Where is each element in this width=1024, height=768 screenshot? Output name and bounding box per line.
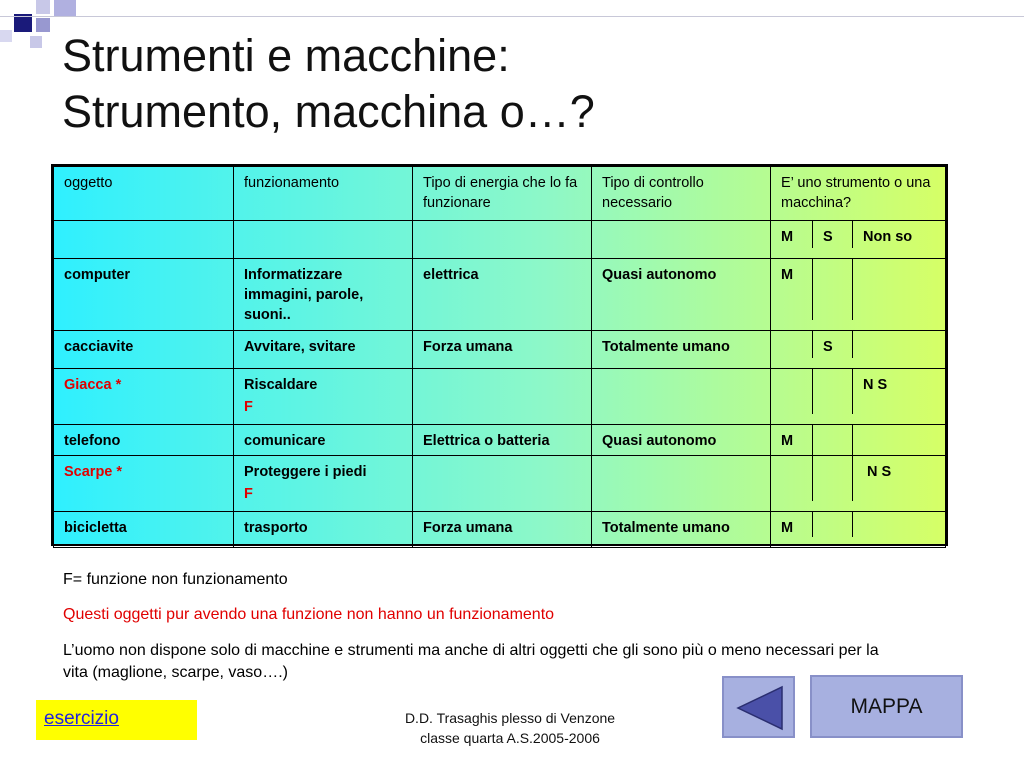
subheader-non-so: Non so [852,221,945,248]
cell-oggetto: telefono [54,425,234,456]
cell-controllo: Totalmente umano [592,512,771,548]
cell-funzionamento: Informatizzare immagini, parole, suoni.. [234,259,413,331]
title-line-2: Strumento, macchina o…? [62,86,595,137]
credit-line-1: D.D. Trasaghis plesso di Venzone [404,710,616,726]
cell-mark-f: F [244,486,253,502]
cell-s [812,456,852,501]
table-row [54,512,946,548]
cell-s: S [812,331,852,358]
subheader-m: M [781,229,794,245]
cell-funzionamento: trasporto [234,512,413,548]
cell-funzionamento: Riscaldare [244,377,318,393]
cell-mark-f: F [244,399,253,415]
back-arrow-icon [734,685,784,731]
header-tipo: E’ uno strumento o una macchina? [771,167,946,221]
header-energia: Tipo di energia che lo fa funzionare [413,167,592,221]
cell-oggetto: cacciavite [54,331,234,369]
header-oggetto: oggetto [54,167,234,221]
cell-s [812,512,852,537]
cell-oggetto: Scarpe * [54,456,234,512]
cell-m [771,369,812,414]
cell-s [812,259,852,320]
cell-controllo [592,369,771,425]
cell-ns [852,259,945,320]
table-subheader-row [54,221,946,259]
cell-energia: Elettrica o batteria [413,425,592,456]
header-controllo: Tipo di controllo necessario [592,167,771,221]
cell-controllo: Quasi autonomo [592,259,771,331]
credit-line-2: classe quarta A.S.2005-2006 [420,730,600,746]
cell-m: M [781,433,794,449]
title-line-1: Strumenti e macchine: [62,30,510,81]
cell-controllo: Quasi autonomo [592,425,771,456]
mappa-button[interactable]: MAPPA [810,675,963,738]
cell-funzionamento: Avvitare, svitare [234,331,413,369]
table-row [54,425,946,456]
table-row [54,259,946,331]
cell-ns: N S [852,369,945,414]
red-note: Questi oggetti pur avendo una funzione non hanno un funzionamento [63,606,555,623]
title-rule [0,16,1024,17]
cell-energia: elettrica [413,259,592,331]
cell-ns [852,512,945,537]
cell-oggetto: computer [54,259,234,331]
table-row [54,331,946,369]
cell-energia: Forza umana [413,512,592,548]
footer-credit [350,708,670,748]
cell-oggetto: Giacca * [54,369,234,425]
table-row [54,456,946,512]
cell-s [812,425,852,455]
cell-s [812,369,852,414]
objects-table [51,164,948,546]
cell-m: M [781,520,794,536]
cell-ns: N S [852,456,945,501]
subheader-s: S [812,221,852,248]
cell-ns [852,331,945,358]
cell-energia [413,456,592,512]
header-funzionamento: funzionamento [234,167,413,221]
page-title [62,28,595,140]
cell-oggetto: bicicletta [54,512,234,548]
back-button[interactable] [722,676,795,738]
legend-note: F= funzione non funzionamento [63,571,288,588]
cell-energia: Forza umana [413,331,592,369]
cell-controllo: Totalmente umano [592,331,771,369]
table-row [54,369,946,425]
body-note: L’uomo non dispone solo di macchine e strumenti ma anche di altri oggetti che gli sono più o meno necessari per la vita (maglione, scarpe, vaso….) [63,642,879,681]
cell-controllo [592,456,771,512]
cell-m: M [781,267,794,283]
cell-ns [852,425,945,455]
table-header-row [54,167,946,221]
cell-m [771,331,812,358]
cell-energia [413,369,592,425]
cell-funzionamento: comunicare [234,425,413,456]
cell-m [771,456,812,501]
esercizio-link[interactable]: esercizio [36,700,197,740]
cell-funzionamento: Proteggere i piedi [244,464,367,480]
